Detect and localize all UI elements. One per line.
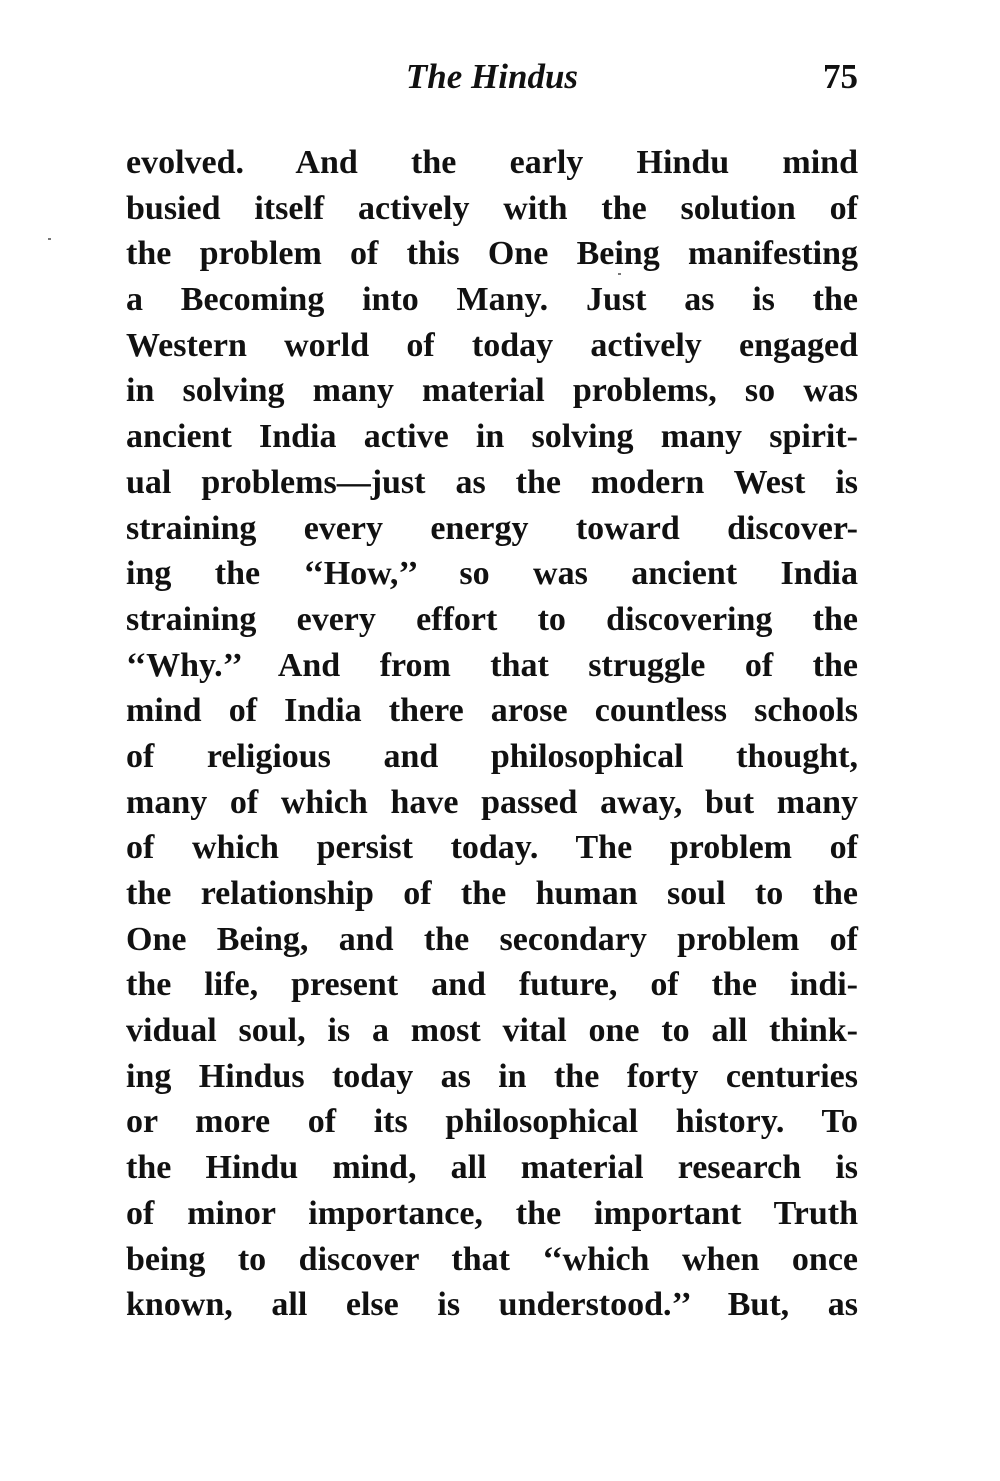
running-head [126, 52, 858, 102]
text-line: straining every effort to discovering the [126, 600, 858, 638]
text-line: Western world of today actively engaged [126, 326, 858, 364]
text-line: ancient India active in solving many spirit- [126, 418, 858, 456]
scan-speck [48, 238, 51, 240]
text-line: ing Hindus today as in the forty centuries [126, 1057, 858, 1095]
text-line: many of which have passed away, but many [126, 783, 858, 821]
text-line: evolved. And the early Hindu mind [126, 144, 858, 181]
text-line: in solving many material problems, so was [126, 372, 858, 410]
text-line: ‘‘Why.’’ And from that struggle of the [126, 646, 858, 684]
page-number: 75 [823, 57, 858, 96]
text-line: mind of India there arose countless schools [126, 692, 858, 730]
text-line: ing the ‘‘How,’’ so was ancient India [126, 555, 858, 593]
text-line: or more of its philosophical history. To [126, 1103, 858, 1141]
text-line: straining every energy toward discover- [126, 509, 858, 547]
text-line: of minor importance, the important Truth [126, 1194, 858, 1232]
text-line: the Hindu mind, all material research is [126, 1149, 858, 1187]
text-line: known, all else is understood.’’ But, as [126, 1286, 858, 1324]
text-line: the life, present and future, of the indi- [126, 966, 858, 1004]
text-line: busied itself actively with the solution of [126, 189, 858, 227]
text-line: of religious and philosophical thought, [126, 737, 858, 775]
text-line: vidual soul, is a most vital one to all think- [126, 1012, 858, 1050]
text-line: ual problems—just as the modern West is [126, 463, 858, 501]
text-line: of which persist today. The problem of [126, 829, 858, 867]
scan-speck [618, 273, 621, 275]
text-line: the problem of this One Being manifesting [126, 235, 858, 273]
text-line: One Being, and the secondary problem of [126, 920, 858, 958]
running-title: The Hindus [405, 57, 579, 96]
body-paragraph [126, 140, 858, 1328]
text-line: a Becoming into Many. Just as is the [126, 281, 858, 319]
text-line: the relationship of the human soul to the [126, 875, 858, 912]
text-line: being to discover that ‘‘which when once [126, 1240, 858, 1278]
